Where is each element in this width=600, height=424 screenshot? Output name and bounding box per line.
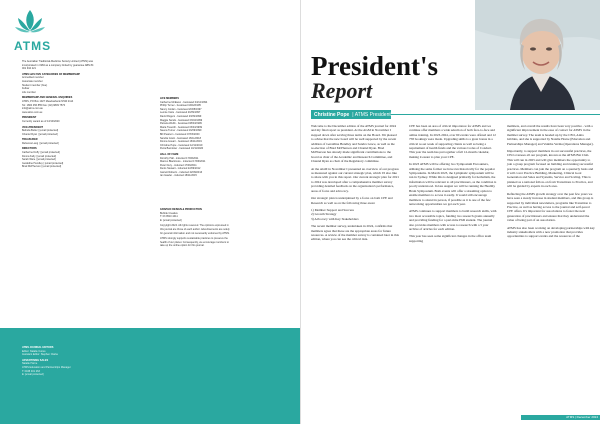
section-line: Student member (free) [22,83,48,87]
section-line: Donna Kelly | [email protected] [22,154,57,158]
article-paragraph: ATMS continues to support members to build research skills, with two most accessible topics, funding two research grants annually and providing funding for a part-time PhD student. The journal also provides members with access to research with a 5 year archive of articles for each edition. [409,209,497,231]
section-line: Catherine Duffy | [email protected] [22,151,60,155]
section-line: Geraldine Hendley | [email protected] [22,161,64,165]
section-heading: MEMBERSHIP AND GENERAL ENQUIRIES [22,96,73,100]
copyright-line: this journal are those of each author. Advertisements are solely [160,228,230,232]
article-paragraph: The recent member survey, undertaken in 2024, confirms that members agree that these are the appropriate areas for future resources. A review of the member survey is contained later in this edition, where you can see the critical data. [311,224,399,242]
journal-contacts [22,346,142,377]
life-member-line: Maggie Sands - bestowed 03/04/1999 [160,118,203,122]
section-heading: ATMS HAS FIVE CATEGORIES OF MEMBERSHIP [22,72,80,76]
presidents-report-page [300,0,600,424]
page-footer: ATMS | December 2024 [521,415,600,420]
article-paragraph: In 2023 ATMS will be offering two Symposium Encounters, utilising the same format we have run historically for the popular Symposiums. In March 2023, the Lymphatic symposium will be run in Sydney. While this is designed primarily for herbalism, the information will be relevant to all practitioners, as the condition is poorly understood. In late August we will be running the Healthy Brain Symposium. Both events will offer a streaming option to enable members to access it easily. It would still encourage members to attend in person, if possible as it is one of the few networking opportunities we get each year. [409,162,497,206]
article-column-3 [507,124,595,242]
design-line: Bubble Creative [160,211,178,215]
advertising-line: Natalie Horne [22,362,38,366]
section-line: Belinda Butler | [email protected] [22,129,59,133]
section-heading: HALL OF FAME [160,152,179,156]
article-paragraph: CPE has been an area of critical importance for ATMS and we continue offer members a wide selection of both face-to-face and online training. In 2023-2024, over 60 events were offered and 12 758 bookings were made. Upgrading skills is a great bonus in a critical re-set week of supporting clients as well as being a requirement of health funds and the various Codes of Conduct. This year the team has put together a full 12-month calendar, making it easier to plan your CPE. [409,124,496,159]
section-heading: VICE-PRESIDENT [22,125,43,129]
hall-of-fame-line: Dorothy Hall - inducted 17/09/2011 [160,156,199,160]
journal-line: Editor: Natalie Corwe [22,349,46,353]
life-member-line: Neena Turner - bestowed 16/09/1999 [160,129,202,133]
masthead-column-a [22,60,152,169]
hall-of-fame-line: Garrett Roberts - inducted 22/09/2013 [160,170,203,174]
section-line: Brad McPherson | [email protected] [22,165,62,169]
email-link[interactable]: info@atms.com.au [22,107,43,111]
article-paragraph: Reflecting the ATMS growth strategy over the past few years we have seen a steady increase in student members, and this group is supported by individual newsletters, programs like Transition to Practice, as well as having access to the journal and self-paced CPE offers. It's important for associations to foster the next generation of practitioners and ensure that they understand the value of being part of an association. [507,191,594,223]
article-paragraph: Welcome to the December edition of the ATMS journal for 2024 and my final report as president. At the AGM in November I stepped down after serving three terms on the Board. I'm pleased to advise that the new board will be well supported by the recent addition of Geraldine Hendley and Sandra Grace, as well as the re-election of Brad McPherson and Chantel Ryan. Brad McPherson has already made significant contributions to the board as chair of the Academic and Research Committee, and Chantel Ryan as chair of the Regulatory committee. [311,124,397,164]
section-heading: ADVERTISING SALES [22,358,49,362]
hall-of-fame-line: Peter Dery - inducted 17/09/2011 [160,163,197,167]
section-line: Life member [22,90,36,94]
section-line: Accredited member [22,76,44,80]
article-paragraph: Our strategic plan is underpinned by a focus on both CPE and Research as well as on the following three areas: [311,196,393,205]
copyright-line: for general information and not necessarily endorsed by ATMS. [160,231,230,235]
list-item: 3) Advocacy with Key Stakeholders [311,216,359,221]
logo-wordmark: ATMS [14,39,52,53]
website-link[interactable]: www.atms.com.au [22,110,43,114]
section-heading: DIRECTORS [22,147,37,151]
president-portrait [475,0,600,110]
copyright-line: Copyright 2024. All rights reserved. The opinions expressed in [160,224,229,228]
article-column-2 [409,124,497,246]
section-heading: LIFE MEMBERS [160,97,179,100]
byline-bar [311,110,600,119]
life-member-line: David Rogers - bestowed 23/09/1999 [160,114,202,118]
life-member-line: Sandra Grant - bestowed 16/11/2018 [160,136,201,140]
article-paragraph: At the AGM in November I presented an overview of our progress as measured against our current strategic plan, which I'd also like to share with you in this report. Our current strategic plan for 2021 to 2024 was developed after a comprehensive member survey providing detailed feedback on the organisation's performance, areas of focus and advocacy. [311,166,399,193]
email-link[interactable]: E: [email protected] [160,218,182,222]
lotus-icon [14,8,46,38]
intro-line: incorporated in 1984 as a company limited by guarantee ABN 84 [22,63,94,67]
hall-of-fame-line: Ian Gawler - inducted 18/11/2015 [160,174,197,178]
author-role: | ATMS President [352,111,391,118]
email-link[interactable]: E: [email protected] [22,373,44,377]
section-line: Currently vacant as of 13/10/2020 [22,119,60,123]
design-line: T: 03 9510 4411 [160,215,178,219]
life-member-line: Pamela Webb - bestowed 08/04/1999 [160,122,202,126]
life-member-line: Catherine McEwen - bestowed 04/12/1994 [160,100,208,104]
author-name: Christine Pope [311,110,352,119]
section-line: Chantel Ryan | [email protected] [22,132,58,136]
list-item: 1) Member Support and Success [311,207,354,212]
advertising-line: ATMS Education and Partnerships Manager [22,365,71,369]
intro-line: The Australian Traditional-Medicine Society Limited (ATMS) was [22,60,93,63]
life-member-line: Donna Gouarr - bestowed 16/11/2019 [160,140,202,144]
life-member-line: Petra Bannister - bestowed 10/11/2020 [160,147,204,151]
article-paragraph: This year has seen some significant changes in the office team supporting [409,234,492,243]
section-line: Associate member [22,79,43,83]
copyright-line: ATMS strongly supports sustainable practices to preserve the [160,237,228,241]
section-line: Sarah Ware | [email protected] [22,158,56,162]
masthead-column-b [160,97,290,248]
section-heading: TREASURER [22,138,38,142]
life-member-line: Phillip Turner - bestowed 16/02/1995 [160,104,201,108]
section-line: Tel: 1800 456 855 Fax: (02) 9809 7570 [22,103,66,107]
intro-line: 001 944 221 [22,67,36,71]
page-title: President's [311,51,438,81]
life-member-line: Maria Trewoth - bestowed 03/04/1999 [160,125,202,129]
hall-of-fame-line: Marcus Blackmore - inducted 17/09/2011 [160,160,206,164]
section-heading: PRESIDENT [22,116,37,120]
byline-rule [391,114,600,119]
copyright-line: take up the online option for this journal. [160,244,205,248]
hall-of-fame-line: Denis Stewart - inducted 22/09/2012 [160,167,201,171]
journal-line: Assistant Editor: Stephen Clarke [22,353,58,357]
advertising-line: T: 0438 401 263 [22,369,40,373]
life-member-line: Leonie Carie - bestowed 20/09/1997 [160,111,201,115]
section-line: ATMS, PO Box 1027 Meadowbank NSW 2114 [22,99,74,103]
article-paragraph: Importantly, to support members in our successful practices, the CEO oversees all our program, known as the ATMS Biz Club. This will run in 2025 and will give members the opportunity to join a group program focused on building and running successful practices. Members can join the program on a quarterly basis and it will cover Practice Building, Marketing, Clinical Goal Generation and Sales and Systems, Service and Scaling. This is planned as a national follow-on from Transitions to Practice, and will be guided by experts in each area. [507,149,594,189]
article-paragraph: members, and overall the results have been very positive - with a significant improvement in the ease of contact for ATMS in the member survey. The team is headed up by the CEO, Anita Gibbins, and she is supported by Natalie Horne (Education and Partnerships Manager) and Vanitha Verma (Operations Manager). [507,124,594,146]
life-member-line: Bill Pearson - bestowed 07/03/2000 [160,132,200,136]
article-paragraph: ATMS has also been working on developing partnerships with key industry stakeholders with a new promotion that provides opportunities to support events and the resources of the [507,225,595,239]
life-member-line: Nancy Jordan - bestowed 20/08/1997 [160,107,202,111]
copyright-line: health of our planet. Consequently, we encourage members to [160,240,229,244]
report-heading [311,52,438,102]
section-line: Fellow [22,87,30,91]
section-line: Rebecca Lang | [email protected] [22,141,59,145]
section-heading: ATMS JOURNAL EDITORS [22,346,54,349]
atms-logo [14,8,74,53]
page-subtitle: Report [311,78,373,103]
life-member-line: Christine Pope - bestowed 12/11/2019 [160,143,203,147]
list-item: 2) Growth Strategy [311,212,337,217]
article-column-1 [311,124,399,245]
section-heading: GRAPHIC DESIGN & PRODUCTION [160,208,202,212]
